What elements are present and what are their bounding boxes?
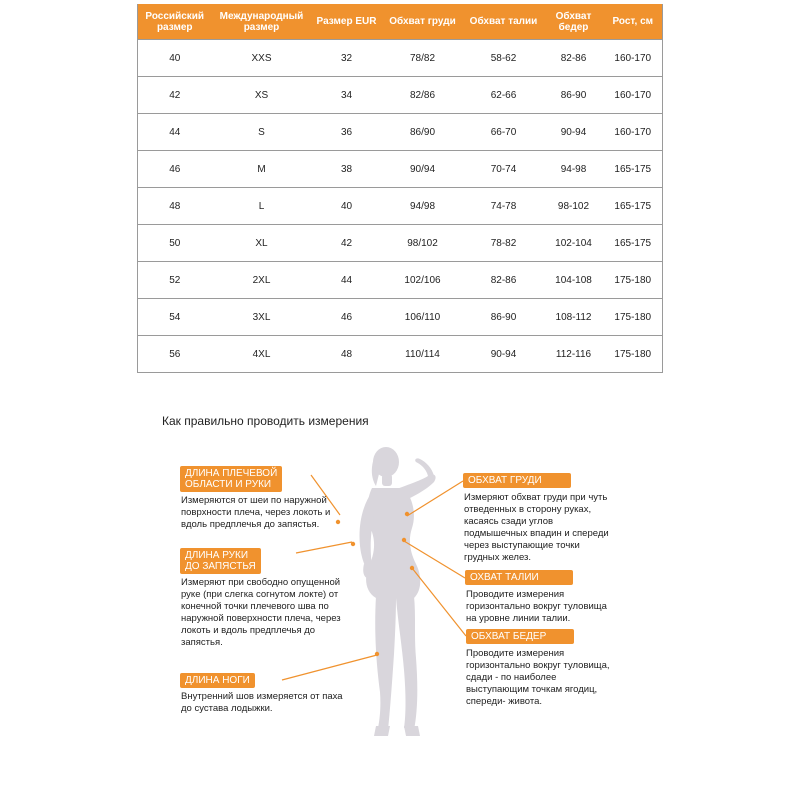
table-row bbox=[138, 77, 663, 114]
cell-height: 175-180 bbox=[604, 262, 663, 299]
description-line: Измеряют при свободно опущенной bbox=[181, 577, 341, 588]
description-line: горизонтально вокруг туловища bbox=[466, 601, 607, 612]
cell-intl: L bbox=[212, 188, 312, 225]
table-row bbox=[138, 225, 663, 262]
cell-hips: 82-86 bbox=[544, 40, 604, 77]
description-line: Проводите измерения bbox=[466, 648, 565, 659]
cell-waist: 70-74 bbox=[464, 151, 544, 188]
table-row bbox=[138, 114, 663, 151]
cell-eur: 48 bbox=[312, 336, 382, 373]
cell-ru: 54 bbox=[138, 299, 212, 336]
cell-ru: 46 bbox=[138, 151, 212, 188]
header-hips: Обхват бедер bbox=[544, 4, 604, 40]
description-line: запястья. bbox=[181, 637, 223, 648]
description-line: конечной точки плечевого шва по bbox=[181, 601, 329, 612]
cell-intl: 3XL bbox=[212, 299, 312, 336]
chest-point-dot bbox=[405, 512, 409, 516]
cell-chest: 102/106 bbox=[382, 262, 464, 299]
cell-waist: 82-86 bbox=[464, 262, 544, 299]
cell-hips: 104-108 bbox=[544, 262, 604, 299]
size-chart-table bbox=[137, 4, 663, 373]
cell-ru: 52 bbox=[138, 262, 212, 299]
cell-eur: 44 bbox=[312, 262, 382, 299]
header-ru-size: Российский размер bbox=[138, 4, 212, 40]
table-header-row bbox=[138, 4, 663, 40]
arm-length-label bbox=[180, 548, 261, 574]
table-row bbox=[138, 336, 663, 373]
description-line: вдоль предплечья до запястья. bbox=[181, 519, 320, 530]
arm-label-line: ДЛИНА РУКИ bbox=[185, 550, 249, 561]
cell-intl: S bbox=[212, 114, 312, 151]
cell-chest: 94/98 bbox=[382, 188, 464, 225]
leg-length-description bbox=[181, 691, 343, 715]
cell-ru: 44 bbox=[138, 114, 212, 151]
cell-eur: 34 bbox=[312, 77, 382, 114]
cell-chest: 86/90 bbox=[382, 114, 464, 151]
description-line: через выступающие точки bbox=[464, 540, 580, 551]
description-line: наружной поверхности плеча, через bbox=[181, 613, 341, 624]
description-line: касаясь сзади углов bbox=[464, 516, 554, 527]
table-row bbox=[138, 151, 663, 188]
description-line: спереди- живота. bbox=[466, 696, 543, 707]
cell-height: 160-170 bbox=[604, 77, 663, 114]
description-line: повpхности плеча, через локоть и bbox=[181, 507, 331, 518]
cell-hips: 86-90 bbox=[544, 77, 604, 114]
description-line: Внутренний шов измеряется от паха bbox=[181, 691, 343, 702]
waist-girth-label: ОХВАТ ТАЛИИ bbox=[465, 570, 573, 585]
cell-eur: 36 bbox=[312, 114, 382, 151]
table-row bbox=[138, 299, 663, 336]
cell-hips: 102-104 bbox=[544, 225, 604, 262]
hips-girth-label: ОБХВАТ БЕДЕР bbox=[466, 629, 574, 644]
cell-chest: 90/94 bbox=[382, 151, 464, 188]
cell-chest: 106/110 bbox=[382, 299, 464, 336]
header-eur-size: Размер EUR bbox=[312, 4, 382, 40]
guide-title: Как правильно проводить измерения bbox=[162, 414, 369, 428]
header-intl-size: Международный размер bbox=[212, 4, 312, 40]
description-line: сдади - по наиболее bbox=[466, 672, 557, 683]
cell-ru: 40 bbox=[138, 40, 212, 77]
cell-ru: 56 bbox=[138, 336, 212, 373]
cell-hips: 90-94 bbox=[544, 114, 604, 151]
shoulder-length-label bbox=[180, 466, 282, 492]
cell-eur: 42 bbox=[312, 225, 382, 262]
cell-intl: XL bbox=[212, 225, 312, 262]
shoulder-label-line: ОБЛАСТИ И РУКИ bbox=[185, 479, 272, 490]
hips-point-dot bbox=[410, 566, 414, 570]
arm-point-dot bbox=[351, 542, 355, 546]
cell-waist: 90-94 bbox=[464, 336, 544, 373]
description-line: локоть и вдоль предплечья до bbox=[181, 625, 316, 636]
description-line: Измеряются от шеи по наружной bbox=[181, 495, 327, 506]
cell-waist: 86-90 bbox=[464, 299, 544, 336]
description-line: подмышечных впадин и спереди bbox=[464, 528, 609, 539]
chest-girth-description bbox=[464, 492, 609, 564]
cell-eur: 38 bbox=[312, 151, 382, 188]
table-row bbox=[138, 40, 663, 77]
cell-intl: XS bbox=[212, 77, 312, 114]
cell-hips: 108-112 bbox=[544, 299, 604, 336]
shoulder-length-description bbox=[181, 495, 330, 531]
shoulder-label-line: ДЛИНА ПЛЕЧЕВОЙ bbox=[185, 468, 278, 479]
table-row bbox=[138, 188, 663, 225]
description-line: горизонтально вокруг туловища, bbox=[466, 660, 610, 671]
cell-ru: 42 bbox=[138, 77, 212, 114]
header-height: Рост, см bbox=[604, 4, 663, 40]
waist-point-dot bbox=[402, 538, 406, 542]
cell-intl: M bbox=[212, 151, 312, 188]
cell-hips: 94-98 bbox=[544, 151, 604, 188]
cell-intl: XXS bbox=[212, 40, 312, 77]
leg-point-dot bbox=[375, 652, 379, 656]
leg-length-label: ДЛИНА НОГИ bbox=[180, 673, 255, 688]
cell-waist: 74-78 bbox=[464, 188, 544, 225]
description-line: выступающим точкам ягодиц, bbox=[466, 684, 598, 695]
female-silhouette-figure bbox=[330, 440, 470, 740]
cell-waist: 58-62 bbox=[464, 40, 544, 77]
arm-length-description bbox=[181, 577, 341, 649]
description-line: грудных желез. bbox=[464, 552, 532, 563]
description-line: Проводите измерения bbox=[466, 589, 565, 600]
chest-girth-label: ОБХВАТ ГРУДИ bbox=[463, 473, 571, 488]
cell-eur: 40 bbox=[312, 188, 382, 225]
description-line: до сустава лодыжки. bbox=[181, 703, 273, 714]
shoulder-point-dot bbox=[336, 520, 340, 524]
cell-eur: 46 bbox=[312, 299, 382, 336]
cell-chest: 78/82 bbox=[382, 40, 464, 77]
cell-height: 160-170 bbox=[604, 40, 663, 77]
arm-label-line: ДО ЗАПЯСТЬЯ bbox=[185, 561, 256, 572]
description-line: на уровне линии талии. bbox=[466, 613, 571, 624]
waist-girth-description bbox=[466, 589, 607, 625]
description-line: Измеряют обхват груди при чуть bbox=[464, 492, 608, 503]
cell-waist: 62-66 bbox=[464, 77, 544, 114]
description-line: руке (при слегка согнутом локте) от bbox=[181, 589, 339, 600]
cell-chest: 82/86 bbox=[382, 77, 464, 114]
cell-waist: 66-70 bbox=[464, 114, 544, 151]
table-row bbox=[138, 262, 663, 299]
cell-height: 175-180 bbox=[604, 299, 663, 336]
cell-intl: 2XL bbox=[212, 262, 312, 299]
cell-eur: 32 bbox=[312, 40, 382, 77]
cell-hips: 98-102 bbox=[544, 188, 604, 225]
cell-height: 175-180 bbox=[604, 336, 663, 373]
header-waist: Обхват талии bbox=[464, 4, 544, 40]
header-chest: Обхват груди bbox=[382, 4, 464, 40]
cell-height: 165-175 bbox=[604, 151, 663, 188]
cell-height: 165-175 bbox=[604, 188, 663, 225]
hips-girth-description bbox=[466, 648, 610, 708]
description-line: отведенных в сторону руках, bbox=[464, 504, 592, 515]
cell-chest: 110/114 bbox=[382, 336, 464, 373]
cell-ru: 48 bbox=[138, 188, 212, 225]
cell-intl: 4XL bbox=[212, 336, 312, 373]
cell-chest: 98/102 bbox=[382, 225, 464, 262]
cell-ru: 50 bbox=[138, 225, 212, 262]
cell-height: 160-170 bbox=[604, 114, 663, 151]
cell-hips: 112-116 bbox=[544, 336, 604, 373]
cell-height: 165-175 bbox=[604, 225, 663, 262]
cell-waist: 78-82 bbox=[464, 225, 544, 262]
